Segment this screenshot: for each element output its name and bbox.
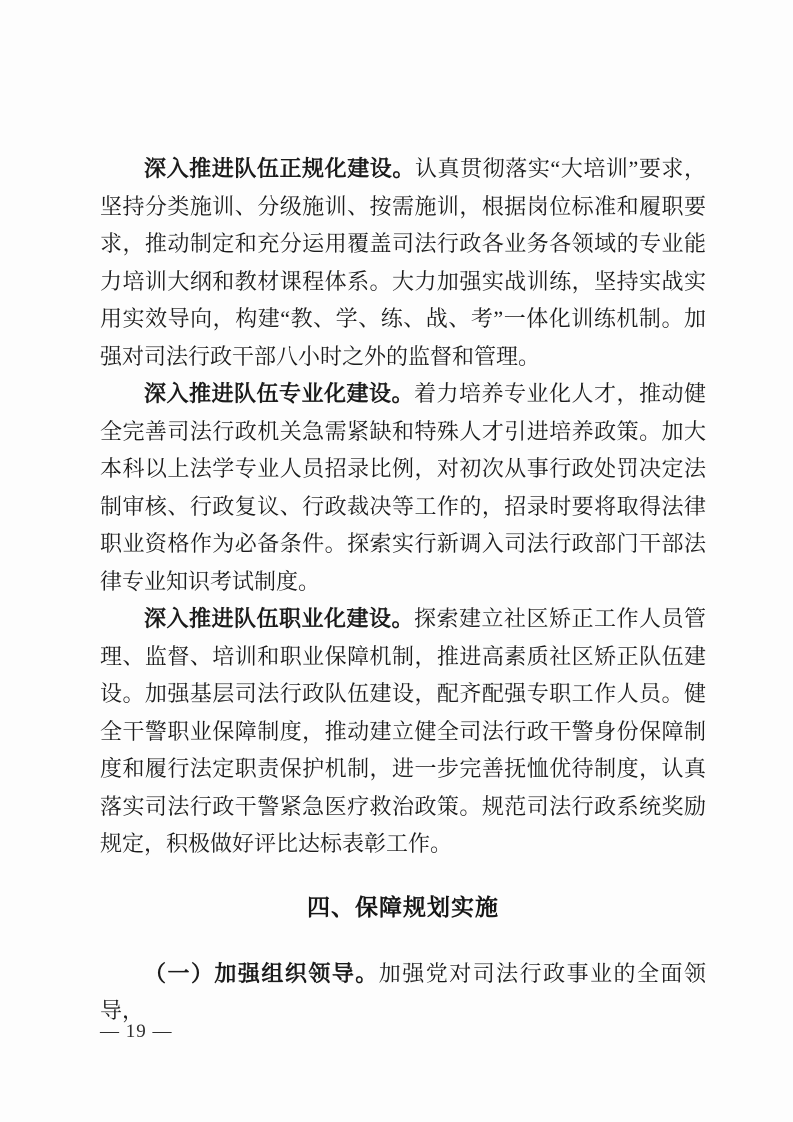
section-heading: 四、保障规划实施 — [307, 893, 499, 920]
paragraph — [100, 600, 706, 863]
paragraph-body: 认真贯彻落实“大培训”要求，坚持分类施训、分级施训、按需施训，根据岗位标准和履职要求，推动制定和充分运用覆盖司法行政各业务各领域的专业能力培训大纲和教材课程体系。大力加强实战训练，坚持实战实用实效导向，构建“教、学、练、战、考”一体化训练机制。加强对司法行政干部八小时之外的监督和管理。 — [100, 156, 707, 369]
subsection-lead: （一）加强组织领导。 — [144, 960, 379, 986]
document-body — [100, 150, 706, 1030]
page-number: — 19 — — [100, 1021, 173, 1042]
paragraph-lead: 深入推进队伍专业化建设。 — [144, 381, 414, 406]
paragraph-body: 着力培养专业化人才，推动健全完善司法行政机关急需紧缺和特殊人才引进培养政策。加大本科以上法学专业人员招录比例，对初次从事行政处罚决定法制审核、行政复议、行政裁决等工作的，招录时要将取得法律职业资格作为必备条件。探索实行新调入司法行政部门干部法律专业知识考试制度。 — [100, 381, 706, 594]
paragraph — [100, 150, 706, 375]
paragraph-body: 探索建立社区矫正工作人员管理、监督、培训和职业保障机制，推进高素质社区矫正队伍建设。加强基层司法行政队伍建设，配齐配强专职工作人员。健全干警职业保障制度，推动建立健全司法行政干警身份保障制度和履行法定职责保护机制，进一步完善抚恤优待制度，认真落实司法行政干警紧急医疗救治政策。规范司法行政系统奖励规定，积极做好评比达标表彰工作。 — [100, 606, 706, 856]
subsection-paragraph — [100, 955, 706, 1030]
paragraph — [100, 375, 706, 600]
paragraph-lead: 深入推进队伍职业化建设。 — [144, 606, 414, 631]
paragraph-lead: 深入推进队伍正规化建设。 — [144, 156, 415, 181]
subsection-body: 加强党对司法行政事业的全面领导， — [100, 960, 706, 1023]
